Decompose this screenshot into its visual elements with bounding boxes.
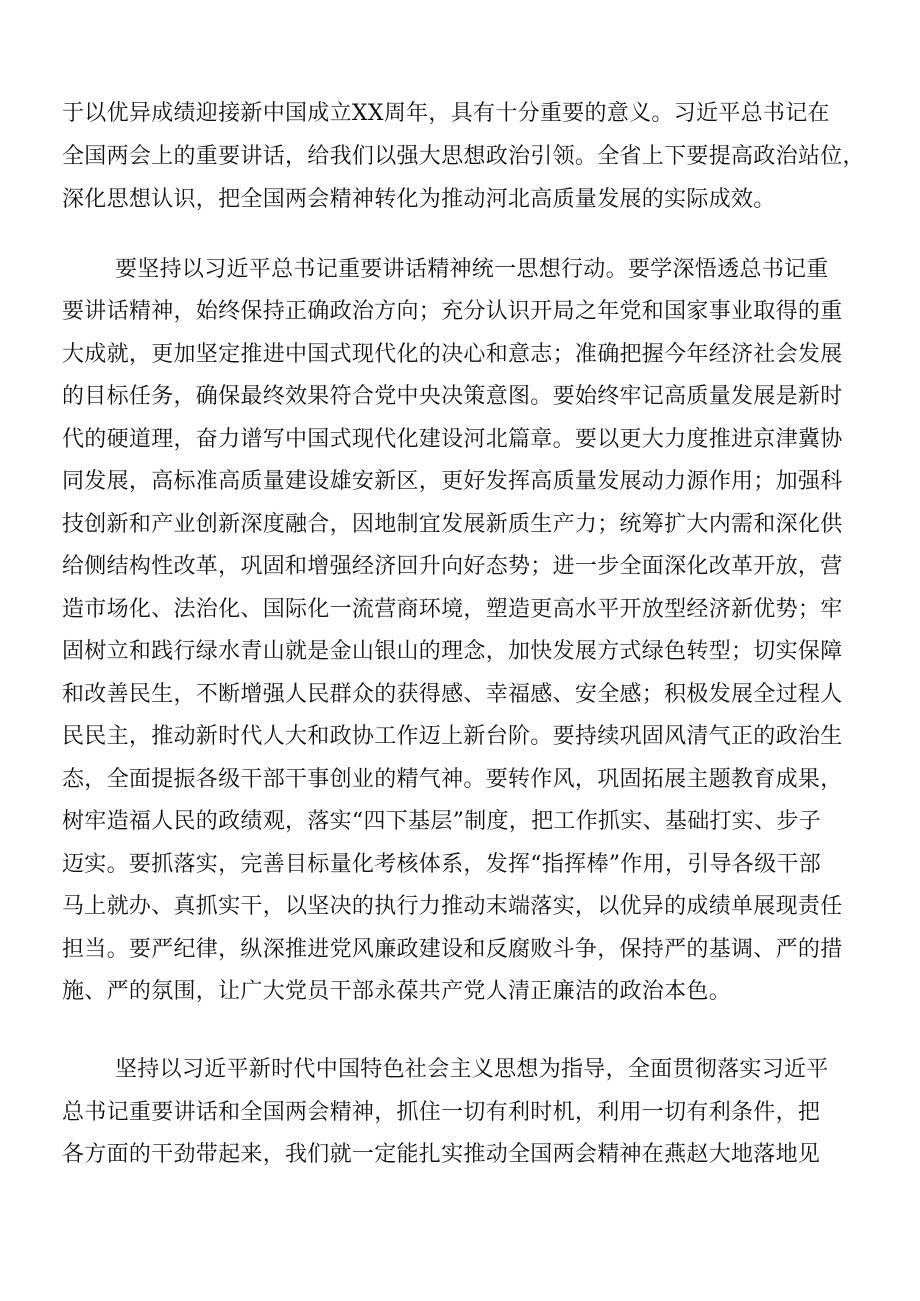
paragraph-2-line-18: 施、严的氛围，让广大党员干部永葆共产党人清正廉洁的政治本色。 (62, 979, 732, 1004)
paragraph-2-line-10: 固树立和践行绿水青山就是金山银山的理念，加快发展方式绿色转型；切实保障 (62, 639, 843, 664)
paragraph-2-line-3: 大成就，更加坚定推进中国式现代化的决心和意志；准确把握今年经济社会发展 (62, 342, 843, 367)
paragraph-3-line-2: 总书记重要讲话和全国两会精神，抓住一切有利时机，利用一切有利条件，把 (62, 1100, 821, 1125)
paragraph-2-line-6: 同发展，高标准高质量建设雄安新区，更好发挥高质量发展动力源作用；加强科 (62, 469, 843, 494)
paragraph-2-line-11: 和改善民生，不断增强人民群众的获得感、幸福感、安全感；积极发展全过程人 (62, 682, 843, 707)
paragraph-2-line-9: 造市场化、法治化、国际化一流营商环境，塑造更高水平开放型经济新优势；牢 (62, 597, 843, 622)
paragraph-2-line-13: 态，全面提振各级干部干事创业的精气神。要转作风，巩固拓展主题教育成果， (62, 767, 843, 792)
paragraph-2-line-16: 马上就办、真抓实干，以坚决的执行力推动末端落实，以优异的成绩单展现责任 (62, 894, 843, 919)
paragraph-1-line-2: 全国两会上的重要讲话，给我们以强大思想政治引领。全省上下要提高政治站位， (62, 144, 865, 169)
paragraph-2-line-2: 要讲话精神，始终保持正确政治方向；充分认识开局之年党和国家事业取得的重 (62, 299, 843, 324)
paragraph-2-line-14: 树牢造福人民的政绩观，落实“四下基层”制度，把工作抓实、基础打实、步子 (62, 809, 821, 834)
paragraph-2-line-5: 代的硬道理，奋力谱写中国式现代化建设河北篇章。要以更大力度推进京津冀协 (62, 427, 843, 452)
paragraph-3-line-3: 各方面的干劲带起来，我们就一定能扎实推动全国两会精神在燕赵大地落地见 (62, 1142, 821, 1167)
paragraph-1-line-3: 深化思想认识，把全国两会精神转化为推动河北高质量发展的实际成效。 (62, 187, 776, 212)
paragraph-2-line-17: 担当。要严纪律，纵深推进党风廉政建设和反腐败斗争，保持严的基调、严的措 (62, 937, 843, 962)
paragraph-2-line-8: 给侧结构性改革，巩固和增强经济回升向好态势；进一步全面深化改革开放，营 (62, 554, 843, 579)
paragraph-1-line-1: 于以优异成绩迎接新中国成立XX周年，具有十分重要的意义。习近平总书记在 (62, 101, 830, 126)
paragraph-2-line-12: 民民主，推动新时代人大和政协工作迈上新台阶。要持续巩固风清气正的政治生 (62, 724, 843, 749)
paragraph-3-line-1: 坚持以习近平新时代中国特色社会主义思想为指导，全面贯彻落实习近平 (115, 1057, 829, 1082)
paragraph-2-line-4: 的目标任务，确保最终效果符合党中央决策意图。要始终牢记高质量发展是新时 (62, 384, 843, 409)
paragraph-2-line-1: 要坚持以习近平总书记重要讲话精神统一思想行动。要学深悟透总书记重 (115, 257, 829, 282)
paragraph-2-line-7: 技创新和产业创新深度融合，因地制宜发展新质生产力；统筹扩大内需和深化供 (62, 512, 843, 537)
paragraph-2-line-15: 迈实。要抓落实，完善目标量化考核体系，发挥“指挥棒”作用，引导各级干部 (62, 852, 821, 877)
